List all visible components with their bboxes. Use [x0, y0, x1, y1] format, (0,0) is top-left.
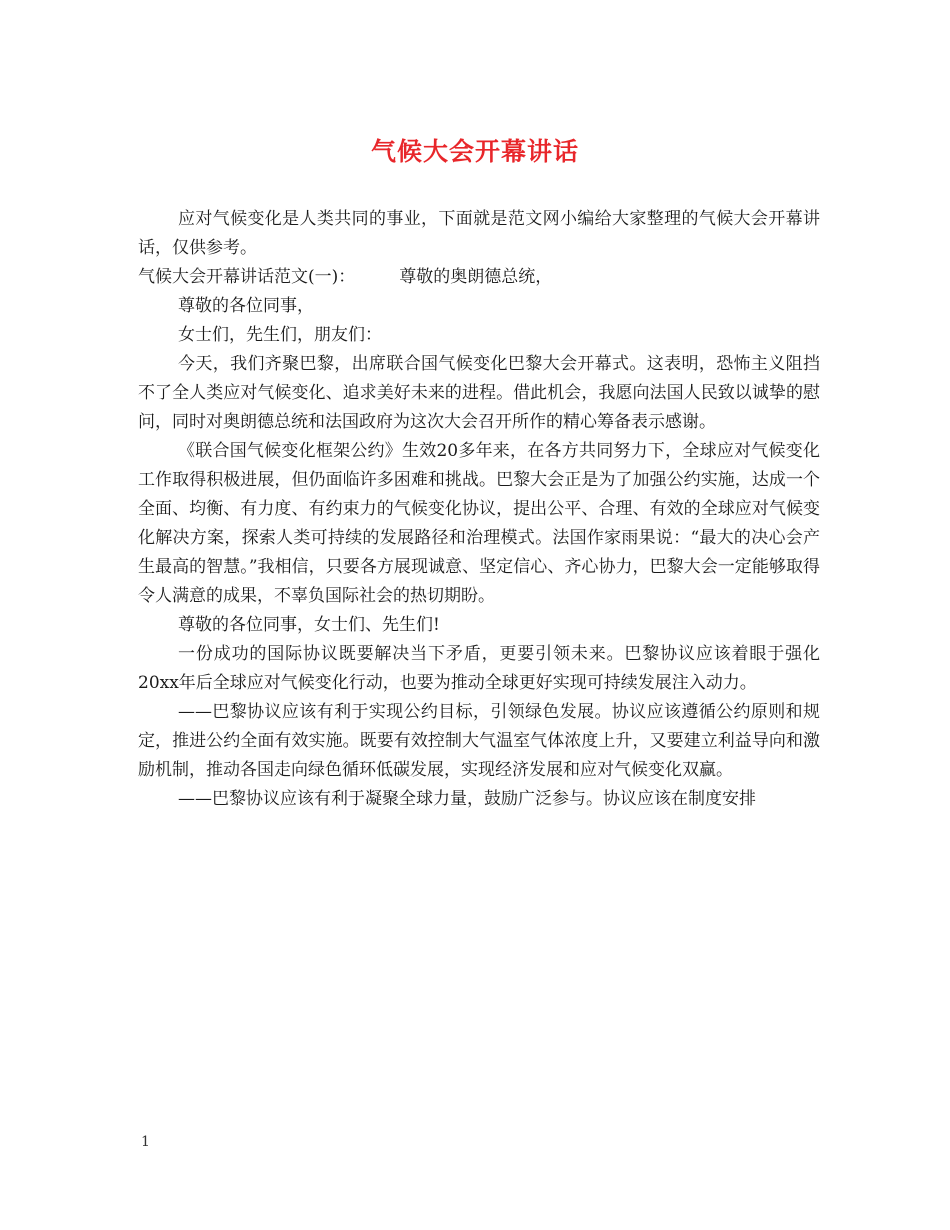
body-paragraph: 尊敬的各位同事，女士们、先生们!: [178, 615, 440, 635]
greeting-president: 尊敬的奥朗德总统，: [399, 267, 553, 287]
body-paragraph: ——巴黎协议应该有利于凝聚全球力量，鼓励广泛参与。协议应该在制度安排: [178, 789, 756, 809]
section-heading-line: [138, 263, 820, 292]
body-paragraph: 今天，我们齐聚巴黎，出席联合国气候变化巴黎大会开幕式。这表明，恐怖主义阻挡不了全人类应对气候变化、追求美好未来的进程。借此机会，我愿向法国人民致以诚挚的慰问，同时对奥朗德总统和法国政府为这次大会召开所作的精心筹备表示感谢。: [138, 354, 820, 432]
page-number: 1: [141, 1134, 150, 1150]
body-paragraph: 一份成功的国际协议既要解决当下矛盾，更要引领未来。巴黎协议应该着眼于强化20xx年后全球应对气候变化行动，也要为推动全球更好实现可持续发展注入动力。: [138, 644, 820, 693]
greeting-colleagues: 尊敬的各位同事，: [178, 296, 314, 316]
intro-paragraph: 应对气候变化是人类共同的事业，下面就是范文网小编给大家整理的气候大会开幕讲话，仅供参考。: [138, 209, 820, 258]
greeting-audience: 女士们，先生们，朋友们：: [178, 325, 382, 345]
document-body: [138, 205, 820, 814]
body-paragraph: 《联合国气候变化框架公约》生效20多年来，在各方共同努力下，全球应对气候变化工作取得积极进展，但仍面临许多困难和挑战。巴黎大会正是为了加强公约实施，达成一个全面、均衡、有力度、有约束力的气候变化协议，提出公平、合理、有效的全球应对气候变化解决方案，探索人类可持续的发展路径和治理模式。法国作家雨果说：“最大的决心会产生最高的智慧。”我相信，只要各方展现诚意、坚定信心、齐心协力，巴黎大会一定能够取得令人满意的成果，不辜负国际社会的热切期盼。: [138, 441, 820, 606]
body-paragraph: ——巴黎协议应该有利于实现公约目标，引领绿色发展。协议应该遵循公约原则和规定，推进公约全面有效实施。既要有效控制大气温室气体浓度上升，又要建立利益导向和激励机制，推动各国走向绿色循环低碳发展，实现经济发展和应对气候变化双赢。: [138, 702, 820, 780]
section-heading: 气候大会开幕讲话范文(一)：: [138, 267, 356, 287]
document-title: 气候大会开幕讲话: [370, 137, 579, 166]
spacer: [355, 263, 399, 292]
